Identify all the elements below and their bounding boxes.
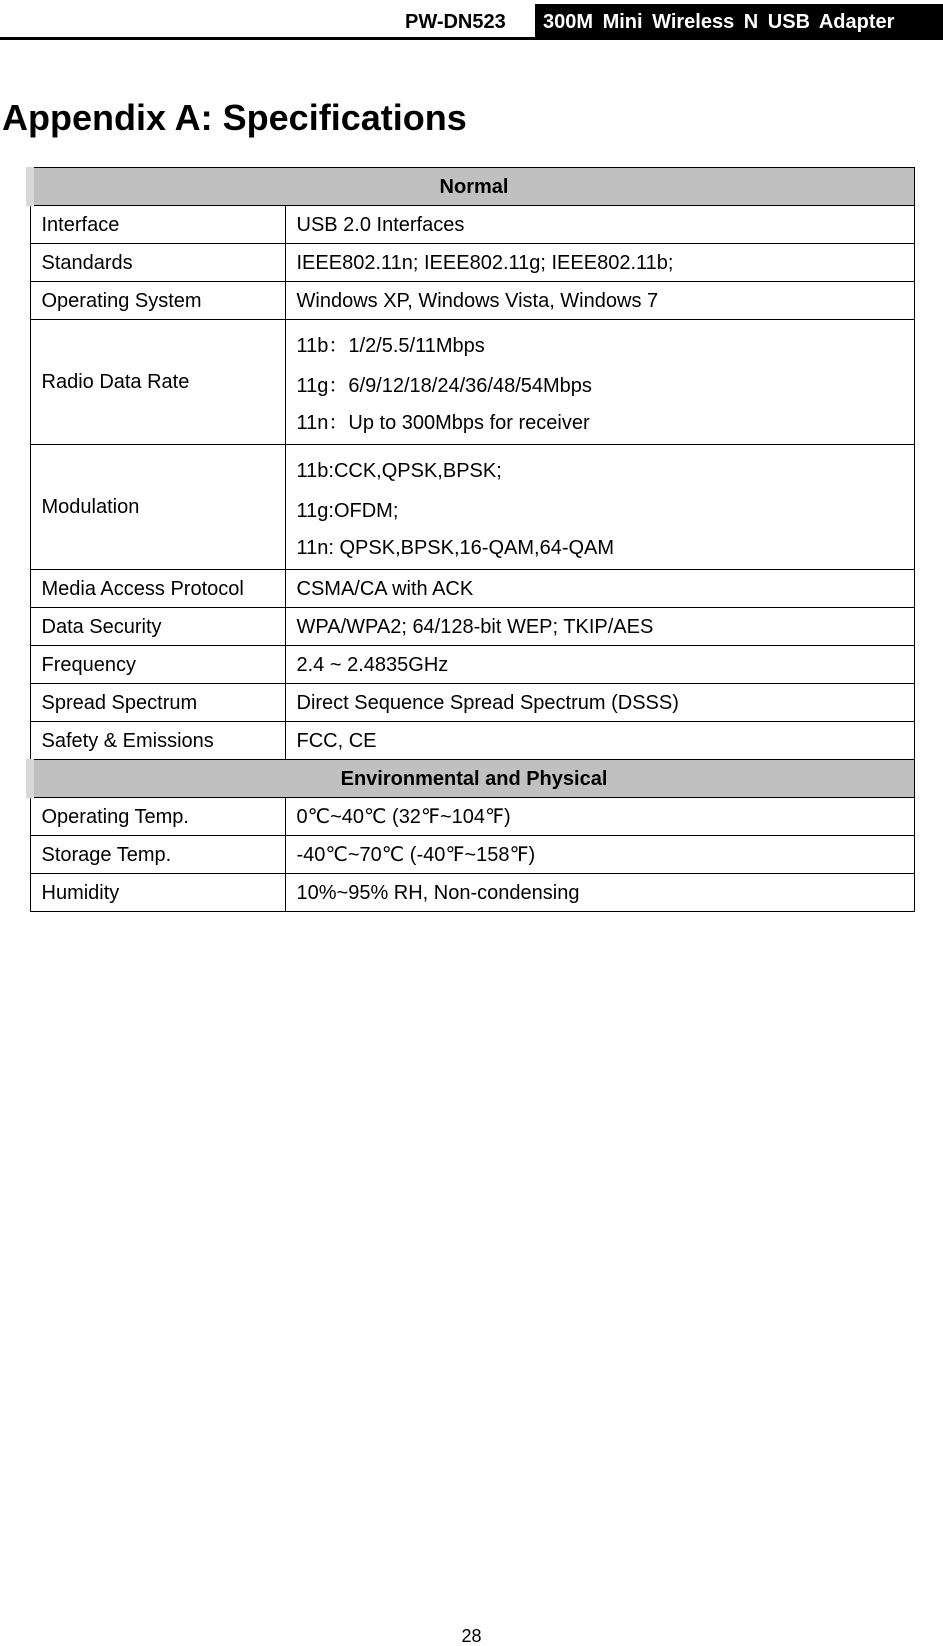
spec-value <box>285 320 915 445</box>
spec-label: Modulation <box>30 445 285 570</box>
spec-value-line: 11n: QPSK,BPSK,16-QAM,64-QAM <box>296 537 615 559</box>
table-row <box>30 570 915 608</box>
table-row <box>30 646 915 684</box>
section-header-normal <box>30 168 915 206</box>
spec-label: Storage Temp. <box>30 836 285 874</box>
section-title: Normal <box>30 168 915 206</box>
spec-value: CSMA/CA with ACK <box>285 570 915 608</box>
spec-value: USB 2.0 Interfaces <box>285 206 915 244</box>
section-header-environmental <box>30 760 915 798</box>
table-row <box>30 798 915 836</box>
spec-value: 10%~95% RH, Non-condensing <box>285 874 915 912</box>
page-number: 28 <box>461 1626 482 1646</box>
spec-value: Windows XP, Windows Vista, Windows 7 <box>285 282 915 320</box>
table-row <box>30 608 915 646</box>
table-row <box>30 836 915 874</box>
table-row <box>30 282 915 320</box>
table-row <box>30 445 915 570</box>
header-product: 300M Mini Wireless N USB Adapter <box>535 4 943 40</box>
spec-label: Standards <box>30 244 285 282</box>
spec-label: Humidity <box>30 874 285 912</box>
table-row <box>30 320 915 445</box>
spec-label: Data Security <box>30 608 285 646</box>
spec-value-line: 11n：Up to 300Mbps for receiver <box>296 412 590 434</box>
table-row <box>30 684 915 722</box>
spec-value-line: 11g：6/9/12/18/24/36/48/54Mbps <box>296 375 592 397</box>
spec-value: IEEE802.11n; IEEE802.11g; IEEE802.11b; <box>285 244 915 282</box>
spec-value: Direct Sequence Spread Spectrum (DSSS) <box>285 684 915 722</box>
spec-value-line: 11g:OFDM; <box>296 500 399 522</box>
spec-label: Interface <box>30 206 285 244</box>
spec-label: Safety & Emissions <box>30 722 285 760</box>
section-title: Environmental and Physical <box>30 760 915 798</box>
spec-label: Spread Spectrum <box>30 684 285 722</box>
spec-value-line: 11b:CCK,QPSK,BPSK; <box>296 460 502 482</box>
spec-label: Operating System <box>30 282 285 320</box>
spec-value-line: 11b：1/2/5.5/11Mbps <box>296 335 485 357</box>
spec-label: Frequency <box>30 646 285 684</box>
spec-value: FCC, CE <box>285 722 915 760</box>
table-row <box>30 722 915 760</box>
spec-label: Radio Data Rate <box>30 320 285 445</box>
spec-value: WPA/WPA2; 64/128-bit WEP; TKIP/AES <box>285 608 915 646</box>
header-model: PW-DN523 <box>405 11 506 33</box>
spec-label: Operating Temp. <box>30 798 285 836</box>
spec-value <box>285 445 915 570</box>
table-row <box>30 874 915 912</box>
table-row <box>30 244 915 282</box>
header-rule <box>0 37 535 40</box>
specifications-table <box>26 167 915 912</box>
spec-label: Media Access Protocol <box>30 570 285 608</box>
page-title: Appendix A: Specifications <box>2 97 467 138</box>
spec-value: -40℃~70℃ (-40℉~158℉) <box>285 836 915 874</box>
page-header <box>0 0 943 40</box>
table-row <box>30 206 915 244</box>
spec-value: 0℃~40℃ (32℉~104℉) <box>285 798 915 836</box>
spec-value: 2.4 ~ 2.4835GHz <box>285 646 915 684</box>
